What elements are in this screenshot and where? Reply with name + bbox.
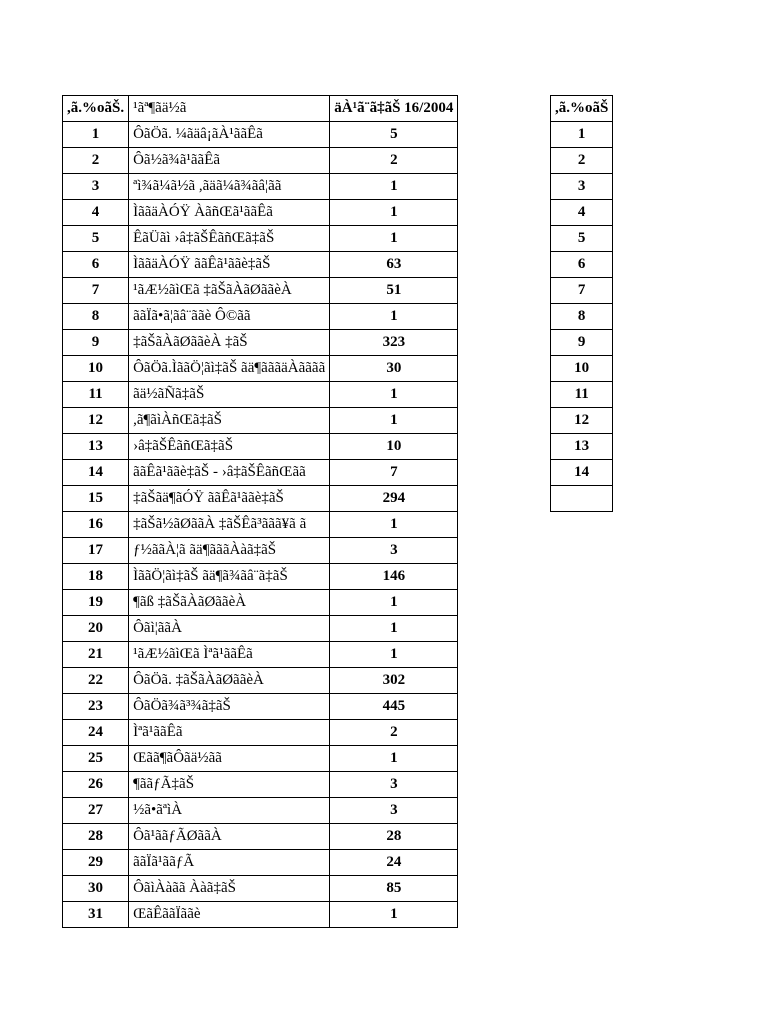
table-row xyxy=(63,122,458,148)
table-row xyxy=(63,356,458,382)
serial-no-cell: 22 xyxy=(63,668,129,694)
serial-no-cell: 5 xyxy=(63,226,129,252)
count-cell: 1 xyxy=(330,382,458,408)
table-row xyxy=(63,798,458,824)
table-row xyxy=(63,174,458,200)
side-serial-no-cell: 4 xyxy=(551,200,613,226)
side-serial-no-cell: 2 xyxy=(551,148,613,174)
header-count: äÀ¹ã¨ã‡ãŠ 16/2004 xyxy=(330,96,458,122)
side-serial-no-cell: 9 xyxy=(551,330,613,356)
side-serial-no-cell: 11 xyxy=(551,382,613,408)
count-cell: 30 xyxy=(330,356,458,382)
count-cell: 24 xyxy=(330,850,458,876)
count-cell: 1 xyxy=(330,746,458,772)
name-cell: ‡ãŠã½ãØããÀ ‡ãŠÊã³ããã¥ã ã xyxy=(129,512,330,538)
name-cell: ÊãÜãì ›â‡ãŠÊãñŒã‡ãŠ xyxy=(129,226,330,252)
name-cell: Ôã½ã¾ã¹ããÊã xyxy=(129,148,330,174)
side-table-body xyxy=(551,96,613,512)
name-cell: ããÏã¹ããƒÃ xyxy=(129,850,330,876)
header-name: ¹ãª¶ãä½ã xyxy=(129,96,330,122)
side-table xyxy=(550,95,613,512)
count-cell: 3 xyxy=(330,538,458,564)
table-row xyxy=(63,434,458,460)
name-cell: ¶ããƒÃ‡ãŠ xyxy=(129,772,330,798)
serial-no-cell: 23 xyxy=(63,694,129,720)
count-cell: 1 xyxy=(330,226,458,252)
count-cell: 1 xyxy=(330,174,458,200)
serial-no-cell: 17 xyxy=(63,538,129,564)
name-cell: ,ã¶ãìÀñŒã‡ãŠ xyxy=(129,408,330,434)
serial-no-cell: 21 xyxy=(63,642,129,668)
side-table-row xyxy=(551,408,613,434)
table-row xyxy=(63,226,458,252)
name-cell: ÔãÖã.ÌããÖ¦ãì‡ãŠ ãä¶ãããäÀãããã xyxy=(129,356,330,382)
name-cell: ‡ãŠãä¶ãÓŸ ããÊã¹ããè‡ãŠ xyxy=(129,486,330,512)
count-cell: 63 xyxy=(330,252,458,278)
table-row xyxy=(63,200,458,226)
name-cell: Œãã¶ãÔãä½ãã xyxy=(129,746,330,772)
count-cell: 2 xyxy=(330,720,458,746)
serial-no-cell: 24 xyxy=(63,720,129,746)
serial-no-cell: 4 xyxy=(63,200,129,226)
side-table-row xyxy=(551,148,613,174)
name-cell: ªì¾ã¼ã½ã ,ãäã¼ã¾ãâ¦ãã xyxy=(129,174,330,200)
serial-no-cell: 2 xyxy=(63,148,129,174)
side-serial-no-cell: 14 xyxy=(551,460,613,486)
table-row xyxy=(63,538,458,564)
name-cell: ÔãÖã. ¼ãäâ¡ãÀ¹ããÊã xyxy=(129,122,330,148)
serial-no-cell: 9 xyxy=(63,330,129,356)
header-row xyxy=(63,96,458,122)
side-table-row xyxy=(551,434,613,460)
count-cell: 445 xyxy=(330,694,458,720)
count-cell: 85 xyxy=(330,876,458,902)
serial-no-cell: 1 xyxy=(63,122,129,148)
serial-no-cell: 27 xyxy=(63,798,129,824)
name-cell: ÌããäÀÓŸ ããÊã¹ããè‡ãŠ xyxy=(129,252,330,278)
side-table-row xyxy=(551,174,613,200)
name-cell: Ìªã¹ããÊã xyxy=(129,720,330,746)
serial-no-cell: 8 xyxy=(63,304,129,330)
table-row xyxy=(63,278,458,304)
table-row xyxy=(63,850,458,876)
side-serial-no-cell: 7 xyxy=(551,278,613,304)
name-cell: Ôã¹ããƒÃØããÀ xyxy=(129,824,330,850)
side-table-row xyxy=(551,122,613,148)
name-cell: ãä½ãÑã‡ãŠ xyxy=(129,382,330,408)
serial-no-cell: 26 xyxy=(63,772,129,798)
name-cell: ¹ãÆ½ãìŒã ‡ãŠãÀãØããèÀ xyxy=(129,278,330,304)
table-row xyxy=(63,460,458,486)
name-cell: ƒ½ããÀ¦ã ãä¶ãããÀàã‡ãŠ xyxy=(129,538,330,564)
serial-no-cell: 10 xyxy=(63,356,129,382)
serial-no-cell: 18 xyxy=(63,564,129,590)
serial-no-cell: 29 xyxy=(63,850,129,876)
side-serial-no-cell: 8 xyxy=(551,304,613,330)
side-table-row xyxy=(551,278,613,304)
main-table xyxy=(62,95,458,928)
side-table-row xyxy=(551,486,613,512)
name-cell: ½ã•ãªìÀ xyxy=(129,798,330,824)
serial-no-cell: 30 xyxy=(63,876,129,902)
count-cell: 5 xyxy=(330,122,458,148)
count-cell: 3 xyxy=(330,798,458,824)
side-serial-no-cell: 12 xyxy=(551,408,613,434)
table-row xyxy=(63,668,458,694)
name-cell: ‡ãŠãÀãØããèÀ ‡ãŠ xyxy=(129,330,330,356)
side-table-row xyxy=(551,382,613,408)
count-cell: 1 xyxy=(330,902,458,928)
count-cell: 323 xyxy=(330,330,458,356)
count-cell: 1 xyxy=(330,304,458,330)
count-cell: 28 xyxy=(330,824,458,850)
table-row xyxy=(63,642,458,668)
serial-no-cell: 19 xyxy=(63,590,129,616)
side-table-row xyxy=(551,200,613,226)
name-cell: ÌããÖ¦ãì‡ãŠ ãä¶ã¾ãâ¨ã‡ãŠ xyxy=(129,564,330,590)
count-cell: 2 xyxy=(330,148,458,174)
table-row xyxy=(63,746,458,772)
side-serial-no-cell: 13 xyxy=(551,434,613,460)
side-serial-no-cell: 6 xyxy=(551,252,613,278)
main-table-body xyxy=(63,96,458,928)
name-cell: ŒãÊããÏããè xyxy=(129,902,330,928)
table-row xyxy=(63,252,458,278)
side-header-serial-no: ,ã.%oãŠ xyxy=(551,96,613,122)
side-serial-no-cell: 5 xyxy=(551,226,613,252)
side-header-row xyxy=(551,96,613,122)
table-row xyxy=(63,564,458,590)
side-serial-no-cell xyxy=(551,486,613,512)
name-cell: ¹ãÆ½ãìŒã Ìªã¹ããÊã xyxy=(129,642,330,668)
count-cell: 294 xyxy=(330,486,458,512)
count-cell: 10 xyxy=(330,434,458,460)
name-cell: ÔãìÀàãã Ààã‡ãŠ xyxy=(129,876,330,902)
count-cell: 1 xyxy=(330,590,458,616)
table-row xyxy=(63,902,458,928)
serial-no-cell: 12 xyxy=(63,408,129,434)
table-row xyxy=(63,824,458,850)
serial-no-cell: 15 xyxy=(63,486,129,512)
count-cell: 7 xyxy=(330,460,458,486)
table-row xyxy=(63,148,458,174)
count-cell: 1 xyxy=(330,512,458,538)
count-cell: 1 xyxy=(330,408,458,434)
name-cell: ããÊã¹ããè‡ãŠ - ›â‡ãŠÊãñŒãã xyxy=(129,460,330,486)
name-cell: ÌããäÀÓŸ ÀãñŒã¹ããÊã xyxy=(129,200,330,226)
serial-no-cell: 13 xyxy=(63,434,129,460)
side-table-row xyxy=(551,304,613,330)
side-table-row xyxy=(551,356,613,382)
table-row xyxy=(63,486,458,512)
table-row xyxy=(63,694,458,720)
name-cell: ÔãÖã¾ã³¾ã‡ãŠ xyxy=(129,694,330,720)
serial-no-cell: 14 xyxy=(63,460,129,486)
name-cell: ›â‡ãŠÊãñŒã‡ãŠ xyxy=(129,434,330,460)
side-table-row xyxy=(551,226,613,252)
table-row xyxy=(63,720,458,746)
table-row xyxy=(63,408,458,434)
count-cell: 3 xyxy=(330,772,458,798)
serial-no-cell: 28 xyxy=(63,824,129,850)
serial-no-cell: 7 xyxy=(63,278,129,304)
table-row xyxy=(63,616,458,642)
serial-no-cell: 3 xyxy=(63,174,129,200)
table-row xyxy=(63,330,458,356)
table-row xyxy=(63,590,458,616)
table-row xyxy=(63,772,458,798)
side-table-row xyxy=(551,252,613,278)
name-cell: ããÏã•ã¦ãâ¨ããè Ô©ãã xyxy=(129,304,330,330)
side-table-row xyxy=(551,330,613,356)
count-cell: 1 xyxy=(330,200,458,226)
serial-no-cell: 25 xyxy=(63,746,129,772)
count-cell: 146 xyxy=(330,564,458,590)
header-serial-no: ,ã.%oãŠ. xyxy=(63,96,129,122)
side-table-row xyxy=(551,460,613,486)
serial-no-cell: 16 xyxy=(63,512,129,538)
count-cell: 1 xyxy=(330,616,458,642)
serial-no-cell: 6 xyxy=(63,252,129,278)
count-cell: 302 xyxy=(330,668,458,694)
table-row xyxy=(63,304,458,330)
table-row xyxy=(63,382,458,408)
name-cell: Ôãì¦ããÀ xyxy=(129,616,330,642)
serial-no-cell: 20 xyxy=(63,616,129,642)
side-serial-no-cell: 1 xyxy=(551,122,613,148)
count-cell: 1 xyxy=(330,642,458,668)
serial-no-cell: 11 xyxy=(63,382,129,408)
name-cell: ÔãÖã. ‡ãŠãÀãØããèÀ xyxy=(129,668,330,694)
table-row xyxy=(63,512,458,538)
side-serial-no-cell: 3 xyxy=(551,174,613,200)
side-serial-no-cell: 10 xyxy=(551,356,613,382)
name-cell: ¶ãß ‡ãŠãÀãØããèÀ xyxy=(129,590,330,616)
count-cell: 51 xyxy=(330,278,458,304)
table-row xyxy=(63,876,458,902)
serial-no-cell: 31 xyxy=(63,902,129,928)
